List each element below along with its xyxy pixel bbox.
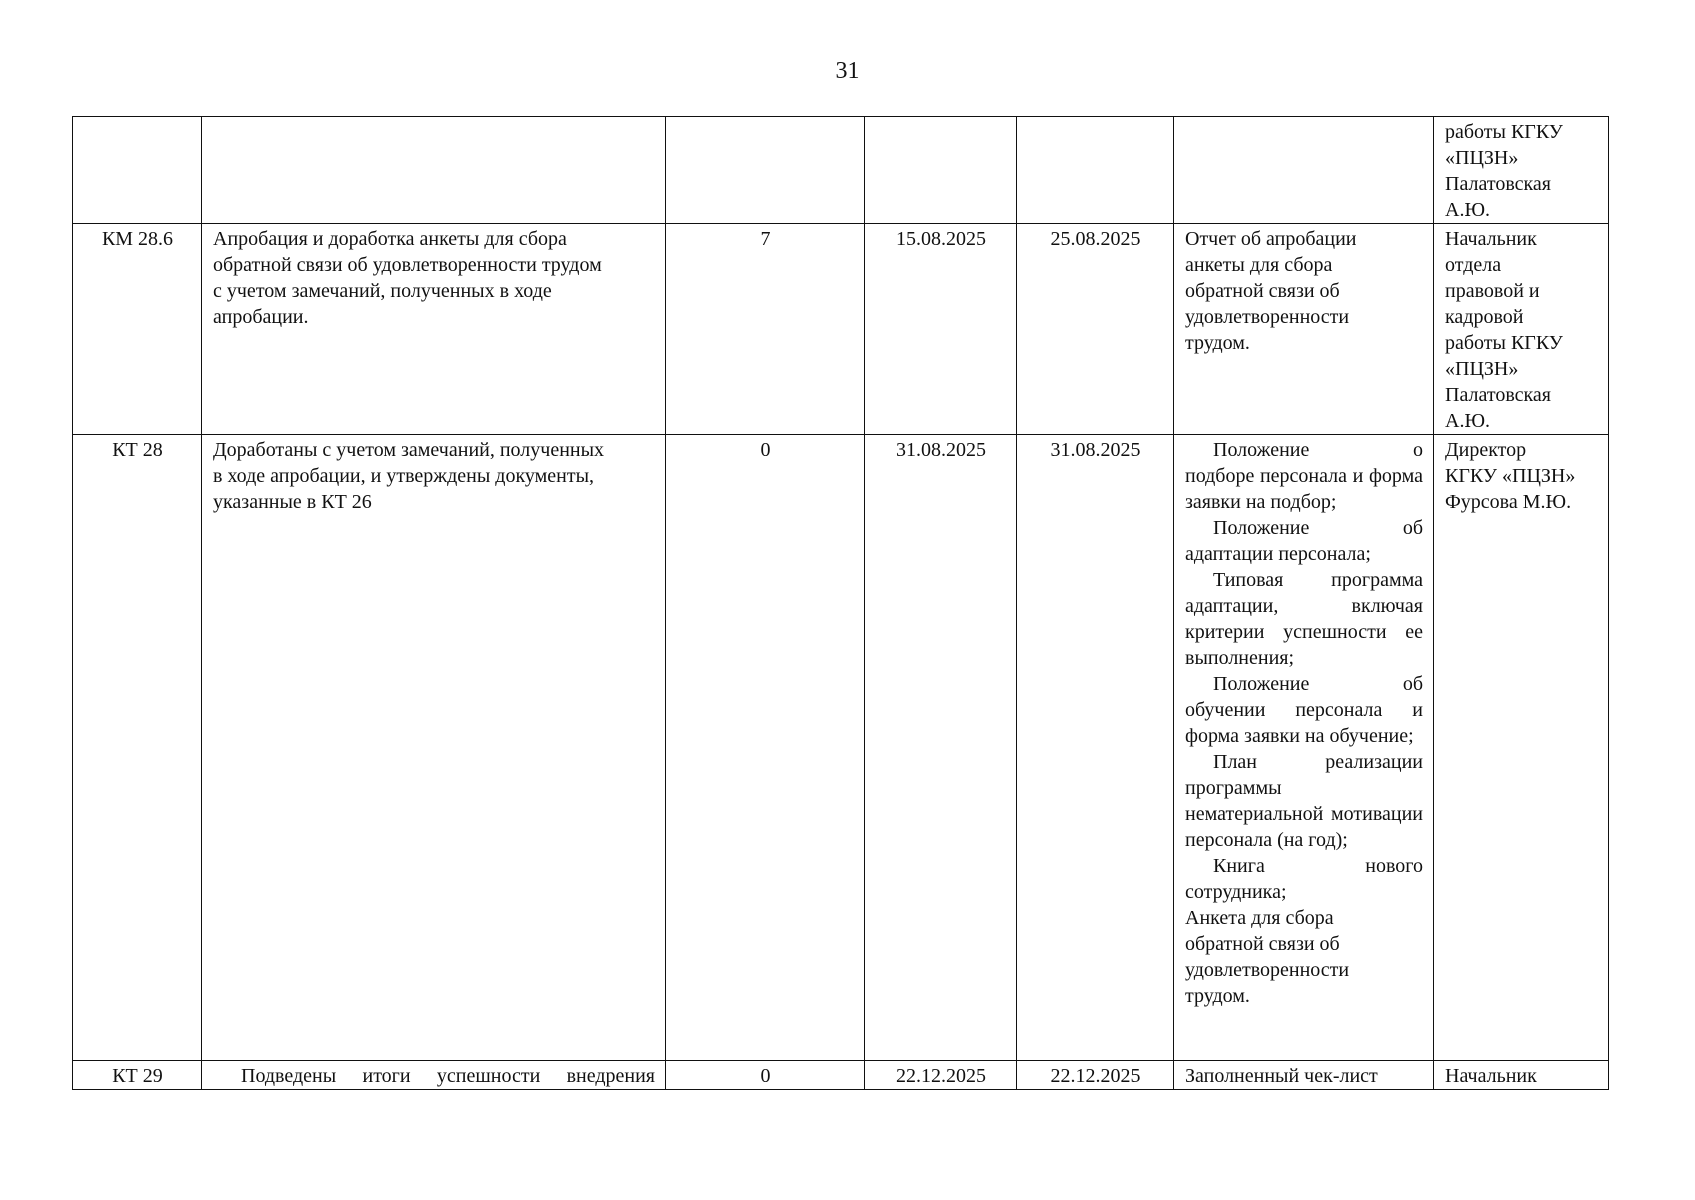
cell-result bbox=[1174, 224, 1434, 435]
responsible-line: А.Ю. bbox=[1445, 199, 1490, 221]
cell-duration bbox=[666, 117, 865, 224]
cell-start-date: 22.12.2025 bbox=[865, 1061, 1017, 1090]
result-item-rest: адаптации, включая критерии успешности ее выполнения; bbox=[1185, 595, 1423, 669]
cell-code: КТ 29 bbox=[73, 1061, 202, 1090]
result-item-first-line: План реализации bbox=[1213, 751, 1423, 773]
description-line: Апробация и доработка анкеты для сбора bbox=[213, 228, 567, 250]
cell-duration: 7 bbox=[666, 224, 865, 435]
responsible-line: Директор bbox=[1445, 439, 1527, 461]
result-line: удовлетворенности bbox=[1185, 306, 1350, 328]
responsible-line: КГКУ «ПЦЗН» bbox=[1445, 465, 1576, 487]
cell-responsible: Начальник bbox=[1434, 1061, 1609, 1090]
cell-end-date: 25.08.2025 bbox=[1017, 224, 1174, 435]
responsible-line: работы КГКУ bbox=[1445, 332, 1563, 354]
result-item-first-line: Положение о bbox=[1213, 439, 1423, 461]
result-item-first-line: Книга нового bbox=[1213, 855, 1423, 877]
result-document-item bbox=[1185, 671, 1423, 749]
responsible-line: «ПЦЗН» bbox=[1445, 147, 1519, 169]
cell-duration: 0 bbox=[666, 1061, 865, 1090]
page-number: 31 bbox=[835, 58, 860, 84]
cell-responsible bbox=[1434, 224, 1609, 435]
result-item-first-line: Типовая программа bbox=[1213, 569, 1423, 591]
description-line: обратной связи об удовлетворенности трудом bbox=[213, 254, 602, 276]
table-row bbox=[73, 1061, 1609, 1090]
description-line: указанные в КТ 26 bbox=[213, 491, 372, 513]
result-item-rest: обучении персонала и форма заявки на обучение; bbox=[1185, 699, 1423, 747]
responsible-line: правовой и bbox=[1445, 280, 1540, 302]
cell-code bbox=[73, 117, 202, 224]
result-line: трудом. bbox=[1185, 332, 1250, 354]
cell-duration: 0 bbox=[666, 435, 865, 1061]
cell-start-date: 31.08.2025 bbox=[865, 435, 1017, 1061]
result-line: обратной связи об bbox=[1185, 933, 1340, 955]
responsible-line: «ПЦЗН» bbox=[1445, 358, 1519, 380]
result-document-item bbox=[1185, 905, 1423, 1009]
cell-end-date: 31.08.2025 bbox=[1017, 435, 1174, 1061]
cell-description bbox=[202, 117, 666, 224]
result-item-first-line: Положение об bbox=[1213, 517, 1423, 539]
description-line: апробации. bbox=[213, 306, 309, 328]
plan-table bbox=[72, 116, 1609, 1090]
cell-result bbox=[1174, 435, 1434, 1061]
cell-description: Подведены итоги успешности внедрения bbox=[202, 1061, 666, 1090]
cell-code: КТ 28 bbox=[73, 435, 202, 1061]
result-document-item bbox=[1185, 515, 1423, 567]
result-line: Анкета для сбора bbox=[1185, 907, 1334, 929]
result-line: обратной связи об bbox=[1185, 280, 1340, 302]
responsible-line: отдела bbox=[1445, 254, 1502, 276]
responsible-line: Палатовская bbox=[1445, 173, 1552, 195]
responsible-line: Фурсова М.Ю. bbox=[1445, 491, 1572, 513]
table-row bbox=[73, 117, 1609, 224]
result-item-rest: подборе персонала и форма заявки на подбор; bbox=[1185, 465, 1423, 513]
result-line: Отчет об апробации bbox=[1185, 228, 1357, 250]
responsible-line: Начальник bbox=[1445, 228, 1537, 250]
cell-code: КМ 28.6 bbox=[73, 224, 202, 435]
description-line: Доработаны с учетом замечаний, полученных bbox=[213, 439, 605, 461]
description-line: с учетом замечаний, полученных в ходе bbox=[213, 280, 552, 302]
result-line: удовлетворенности bbox=[1185, 959, 1350, 981]
result-document-item bbox=[1185, 853, 1423, 905]
cell-result: Заполненный чек-лист bbox=[1174, 1061, 1434, 1090]
responsible-line: кадровой bbox=[1445, 306, 1524, 328]
cell-end-date: 22.12.2025 bbox=[1017, 1061, 1174, 1090]
result-document-item bbox=[1185, 567, 1423, 671]
table-row bbox=[73, 435, 1609, 1061]
result-item-first-line: Положение об bbox=[1213, 673, 1423, 695]
table-row bbox=[73, 224, 1609, 435]
description-line: в ходе апробации, и утверждены документы, bbox=[213, 465, 595, 487]
cell-result bbox=[1174, 117, 1434, 224]
responsible-line: А.Ю. bbox=[1445, 410, 1490, 432]
result-item-rest: сотрудника; bbox=[1185, 881, 1287, 903]
cell-start-date bbox=[865, 117, 1017, 224]
cell-description bbox=[202, 435, 666, 1061]
responsible-line: Палатовская bbox=[1445, 384, 1552, 406]
result-line: анкеты для сбора bbox=[1185, 254, 1333, 276]
cell-description bbox=[202, 224, 666, 435]
cell-end-date bbox=[1017, 117, 1174, 224]
result-document-item bbox=[1185, 437, 1423, 515]
responsible-line: работы КГКУ bbox=[1445, 121, 1563, 143]
result-line: трудом. bbox=[1185, 985, 1250, 1007]
result-document-item bbox=[1185, 749, 1423, 853]
result-item-rest: адаптации персонала; bbox=[1185, 543, 1371, 565]
cell-responsible bbox=[1434, 435, 1609, 1061]
cell-start-date: 15.08.2025 bbox=[865, 224, 1017, 435]
cell-responsible bbox=[1434, 117, 1609, 224]
result-item-rest: программы нематериальной мотивации персонала (на год); bbox=[1185, 777, 1423, 851]
